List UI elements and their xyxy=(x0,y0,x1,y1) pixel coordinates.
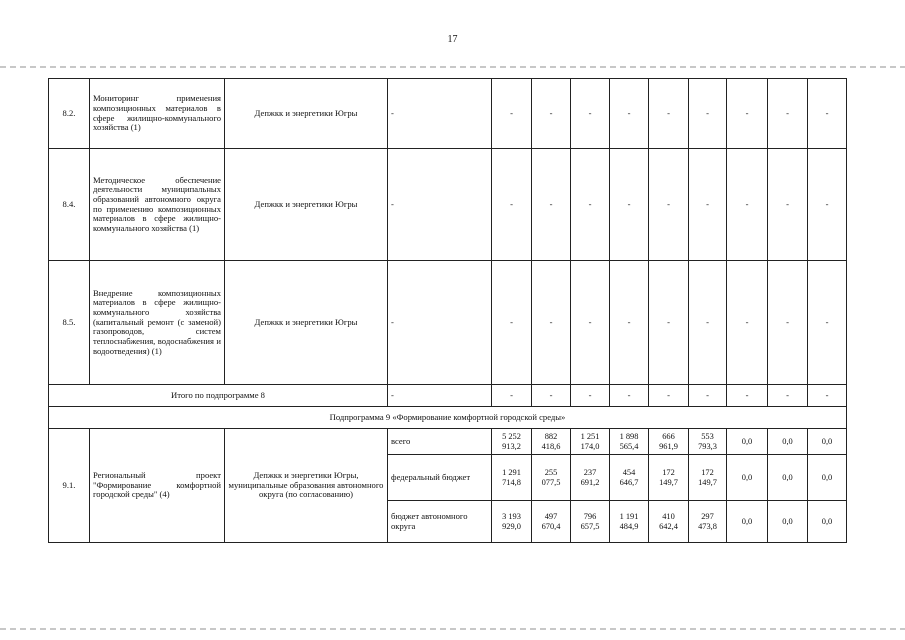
value-cell xyxy=(689,455,727,501)
value-part: 172 xyxy=(662,468,675,478)
program-table xyxy=(48,78,847,543)
funding-source: всего xyxy=(388,429,492,455)
value-cell: - xyxy=(768,261,808,385)
value-cell: - xyxy=(727,385,768,407)
value-cell: - xyxy=(571,79,610,149)
executor: Депжкк и энергетики Югры xyxy=(225,149,388,261)
value-cell: - xyxy=(610,385,649,407)
value-cell xyxy=(727,501,768,543)
value-cell: - xyxy=(571,149,610,261)
value-cell: - xyxy=(768,79,808,149)
value-cell xyxy=(808,429,847,455)
value-part: 929,0 xyxy=(502,521,521,531)
value-part: 454 xyxy=(622,468,636,478)
value-part: 714,8 xyxy=(502,477,521,487)
activity-name: Внедрение композиционных материалов в сфере жилищно-коммунального хозяйства (капитальный ремонт (с заменой) газопроводов, систем теплоснабжения, водоснабжения и водоотведения) (1) xyxy=(90,261,225,385)
value-cell: - xyxy=(808,385,847,407)
table-row xyxy=(49,429,847,455)
value-cell: - xyxy=(610,79,649,149)
value-cell: - xyxy=(492,385,532,407)
value-part: 565,4 xyxy=(619,441,639,451)
value-cell: - xyxy=(727,149,768,261)
funding-source: - xyxy=(388,385,492,407)
value-cell: - xyxy=(532,385,571,407)
value-cell: - xyxy=(689,385,727,407)
value-cell: - xyxy=(492,149,532,261)
value-part: 0,0 xyxy=(741,436,753,446)
funding-source: федеральный бюджет xyxy=(388,455,492,501)
value-cell xyxy=(649,455,689,501)
value-cell xyxy=(492,501,532,543)
value-cell xyxy=(571,501,610,543)
value-cell xyxy=(768,429,808,455)
row-number: 8.4. xyxy=(49,149,90,261)
value-cell xyxy=(727,455,768,501)
value-cell xyxy=(610,455,649,501)
value-cell: - xyxy=(532,149,571,261)
value-cell xyxy=(571,429,610,455)
value-part: 961,9 xyxy=(659,441,678,451)
value-part: 410 xyxy=(662,512,675,522)
row-number: 8.2. xyxy=(49,79,90,149)
value-cell: - xyxy=(610,149,649,261)
value-cell: - xyxy=(532,261,571,385)
table-row xyxy=(49,261,847,385)
value-part: 0,0 xyxy=(782,436,793,446)
total-row xyxy=(49,385,847,407)
value-cell: - xyxy=(649,261,689,385)
value-part: 1 251 xyxy=(580,432,600,442)
value-part: 0,0 xyxy=(821,436,833,446)
value-part: 642,4 xyxy=(659,521,678,531)
value-cell: - xyxy=(808,261,847,385)
value-cell xyxy=(532,501,571,543)
value-cell: - xyxy=(808,149,847,261)
value-cell xyxy=(532,455,571,501)
value-cell: - xyxy=(689,79,727,149)
value-cell: - xyxy=(532,79,571,149)
value-cell: - xyxy=(727,79,768,149)
value-part: 297 xyxy=(701,512,714,522)
value-cell xyxy=(492,429,532,455)
value-cell: - xyxy=(689,149,727,261)
value-part: 0,0 xyxy=(741,472,753,482)
activity-name: Мониторинг применения композиционных материалов в сфере жилищно-коммунального хозяйства (1) xyxy=(90,79,225,149)
value-cell xyxy=(808,455,847,501)
executor: Депжкк и энергетики Югры xyxy=(225,79,388,149)
funding-source: - xyxy=(388,149,492,261)
value-cell xyxy=(689,429,727,455)
value-part: 646,7 xyxy=(619,477,639,487)
value-part: 418,6 xyxy=(541,441,561,451)
value-part: 149,7 xyxy=(698,477,717,487)
activity-name: Методическое обеспечение деятельности муниципальных образований автономного округа по применению композиционных материалов в сфере жилищно-коммунального хозяйства (1) xyxy=(90,149,225,261)
value-part: 657,5 xyxy=(580,521,600,531)
value-cell: - xyxy=(610,261,649,385)
scan-artifact-bottom xyxy=(0,628,905,630)
value-part: 3 193 xyxy=(502,512,521,522)
value-part: 793,3 xyxy=(698,441,717,451)
value-cell: - xyxy=(571,261,610,385)
value-part: 670,4 xyxy=(541,521,561,531)
value-cell xyxy=(610,501,649,543)
table-row xyxy=(49,149,847,261)
value-cell xyxy=(689,501,727,543)
value-part: 1 191 xyxy=(619,512,639,522)
value-part: 0,0 xyxy=(821,472,833,482)
value-cell: - xyxy=(571,385,610,407)
value-part: 691,2 xyxy=(580,477,600,487)
value-part: 5 252 xyxy=(502,432,521,442)
value-part: 553 xyxy=(701,432,714,442)
value-cell: - xyxy=(492,79,532,149)
value-part: 473,8 xyxy=(698,521,717,531)
value-cell: - xyxy=(768,149,808,261)
total-label: Итого по подпрограмме 8 xyxy=(49,385,388,407)
value-cell: - xyxy=(649,385,689,407)
value-cell: - xyxy=(649,149,689,261)
funding-source: - xyxy=(388,261,492,385)
activity-name: Региональный проект "Формирование комфортной городской среды" (4) xyxy=(90,429,225,543)
value-cell xyxy=(808,501,847,543)
value-cell xyxy=(571,455,610,501)
value-cell: - xyxy=(808,79,847,149)
executor: Депжкк и энергетики Югры, муниципальные образования автономного округа (по согласованию) xyxy=(225,429,388,543)
subprogram-title: Подпрограмма 9 «Формирование комфортной городской среды» xyxy=(49,407,847,429)
value-part: 077,5 xyxy=(541,477,561,487)
value-part: 666 xyxy=(662,432,675,442)
value-part: 484,9 xyxy=(619,521,639,531)
value-cell xyxy=(649,429,689,455)
value-cell: - xyxy=(768,385,808,407)
value-part: 0,0 xyxy=(741,516,753,526)
executor: Депжкк и энергетики Югры xyxy=(225,261,388,385)
value-cell: - xyxy=(649,79,689,149)
scan-artifact-top xyxy=(0,66,905,68)
value-part: 255 xyxy=(544,468,558,478)
table-row xyxy=(49,79,847,149)
row-number: 9.1. xyxy=(49,429,90,543)
value-cell xyxy=(532,429,571,455)
row-number: 8.5. xyxy=(49,261,90,385)
funding-source: бюджет автономного округа xyxy=(388,501,492,543)
value-cell xyxy=(610,429,649,455)
page-number: 17 xyxy=(447,34,458,45)
value-part: 1 898 xyxy=(619,432,639,442)
value-part: 172 xyxy=(701,468,714,478)
value-part: 796 xyxy=(583,512,597,522)
value-part: 174,0 xyxy=(580,441,600,451)
table-body xyxy=(49,79,847,543)
value-part: 0,0 xyxy=(782,472,793,482)
value-part: 913,2 xyxy=(502,441,521,451)
value-cell: - xyxy=(727,261,768,385)
value-part: 237 xyxy=(583,468,597,478)
value-part: 0,0 xyxy=(821,516,833,526)
value-cell: - xyxy=(689,261,727,385)
value-cell xyxy=(727,429,768,455)
value-part: 149,7 xyxy=(659,477,678,487)
value-part: 1 291 xyxy=(502,468,521,478)
value-part: 0,0 xyxy=(782,516,793,526)
value-cell xyxy=(492,455,532,501)
value-cell: - xyxy=(492,261,532,385)
value-cell xyxy=(768,455,808,501)
subprogram-header-row xyxy=(49,407,847,429)
value-cell xyxy=(649,501,689,543)
value-part: 497 xyxy=(544,512,558,522)
value-part: 882 xyxy=(544,432,558,442)
funding-source: - xyxy=(388,79,492,149)
value-cell xyxy=(768,501,808,543)
